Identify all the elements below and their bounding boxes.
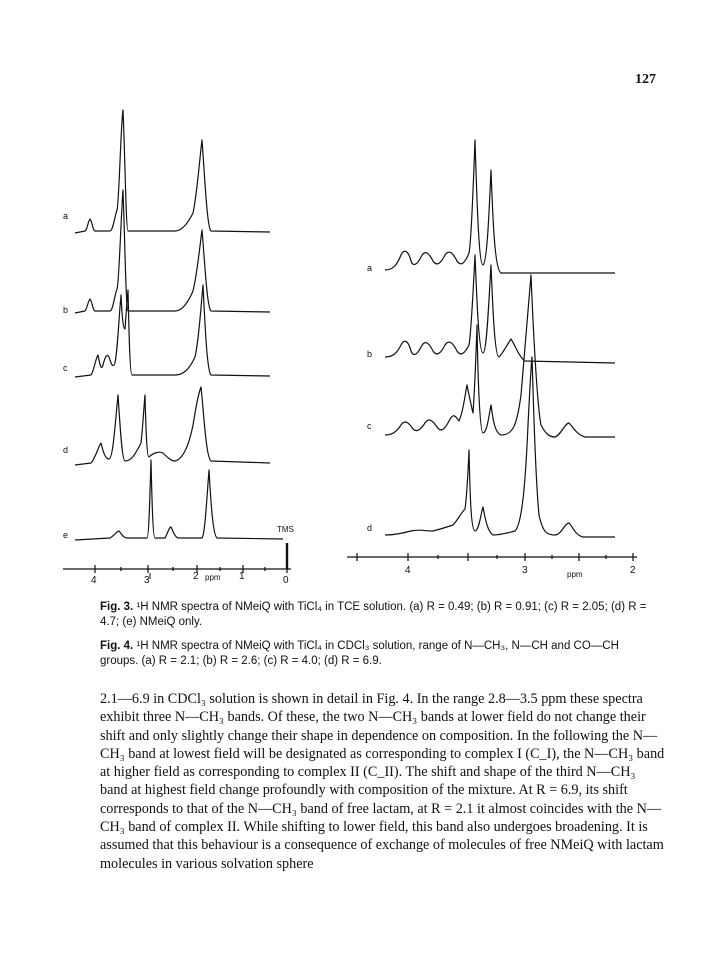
right-label-a: a <box>367 263 373 273</box>
right-label-b: b <box>367 349 373 359</box>
figure-3-caption-text: ¹H NMR spectra of NMeiQ with TiCl₄ in TCE solution. (a) R = 0.49; (b) R = 0.91; (c) R = 2.05; (d) R = 4.7; (e) NMeiQ only. <box>100 601 647 628</box>
right-tick-label: 2 <box>630 565 636 576</box>
figure-4-caption-text: ¹H NMR spectra of NMeiQ with TiCl₄ in CDCl₃ solution, range of N—CH₃, N—CH and CO—CH groups. (a) R = 2.1; (b) R = 2.6; (c) R = 4.0; (d) R = 6.9. <box>100 640 619 667</box>
left-tick-label: 3 <box>144 575 150 586</box>
nmr-figures <box>55 95 655 595</box>
left-trace-b <box>75 190 270 313</box>
left-tick-label: 1 <box>239 571 245 582</box>
left-tick-label: 2 <box>193 571 199 582</box>
left-label-a: a <box>63 211 69 221</box>
figure-4-caption <box>100 639 660 669</box>
left-tick-label: 4 <box>91 575 97 586</box>
right-label-d: d <box>367 523 373 533</box>
body-paragraph: 2.1—6.9 in CDCl₃ solution is shown in detail in Fig. 4. In the range 2.8—3.5 ppm these spectra exhibit three N—CH₃ bands. Of these, the two N—CH₃ bands at lower field do not change their shift and only slightly change their shape in dependence on composition. In the following the N—CH₃ band at lowest field will be designated as corresponding to complex I (C_I), the N—CH₃ band at higher field as corresponding to complex II (C_II). The shift and shape of the third N—CH₃ band at highest field change profoundly with composition of the mixture. At R = 6.9, its shift corresponds to that of the N—CH₃ band of free lactam, at R = 2.1 it almost coincides with the N—CH₃ band of complex II. While shifting to lower field, this band also undergoes broadening. It is assumed that this behaviour is a consequence of exchange of molecules of free NMeiQ with lactam molecules in various solvation sphere <box>100 691 665 872</box>
left-trace-c <box>75 285 270 377</box>
right-tick-label: 4 <box>405 565 411 576</box>
left-label-b: b <box>63 305 69 315</box>
figure-3-label: Fig. 3. <box>100 601 134 613</box>
nmr-spectra-drawing <box>55 95 655 595</box>
body-text <box>100 690 666 873</box>
right-axis-unit: ppm <box>567 570 583 579</box>
left-label-e: e <box>63 530 69 540</box>
left-trace-e <box>75 460 283 540</box>
right-tick-label: 3 <box>522 565 528 576</box>
left-label-c: c <box>63 363 68 373</box>
right-label-c: c <box>367 421 372 431</box>
right-trace-a <box>385 140 615 273</box>
page-number: 127 <box>635 72 656 87</box>
left-trace-a <box>75 110 270 233</box>
left-tick-label: 0 <box>283 575 289 586</box>
figure-4-label: Fig. 4. <box>100 640 134 652</box>
right-trace-d <box>385 357 615 537</box>
tms-label: TMS <box>277 525 294 534</box>
left-axis-unit: ppm <box>205 573 221 582</box>
left-label-d: d <box>63 445 69 455</box>
left-trace-d <box>75 387 270 465</box>
figure-3-caption <box>100 600 660 630</box>
